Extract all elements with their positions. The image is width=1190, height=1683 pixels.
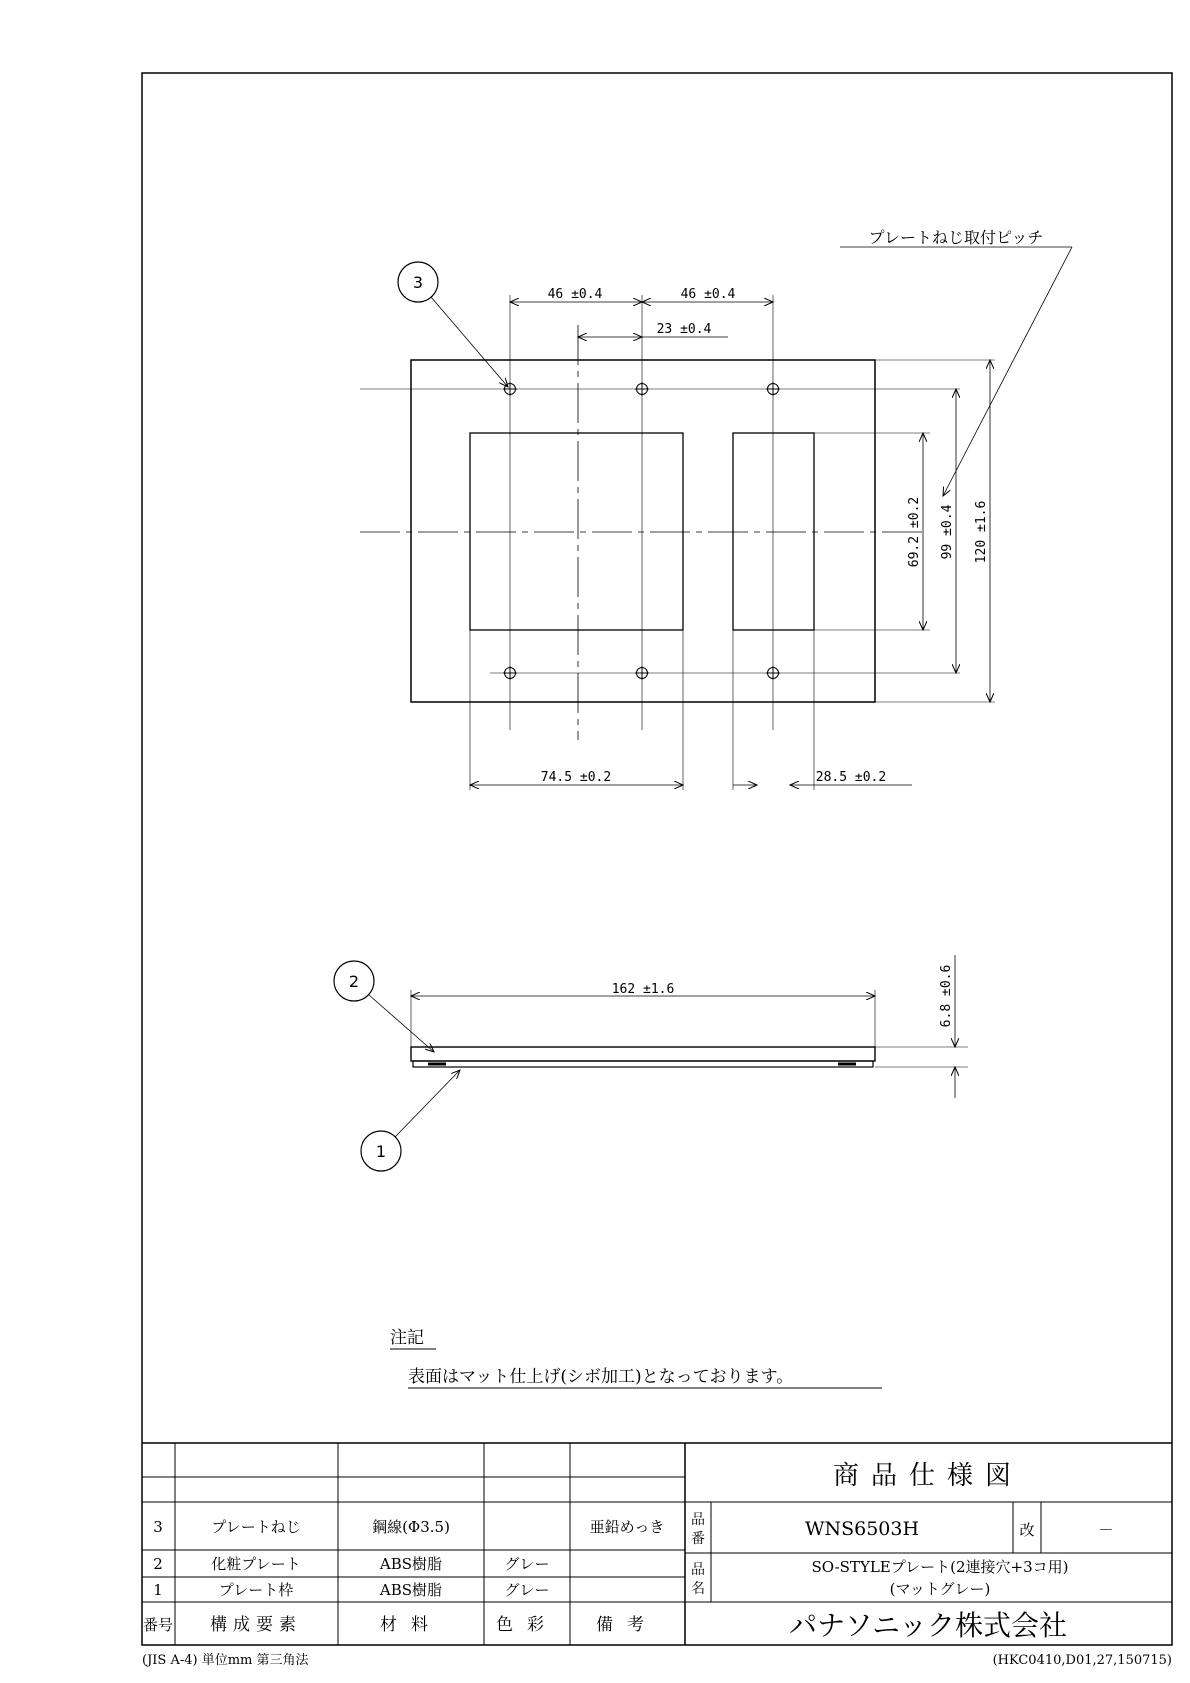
header-material: 材料 (380, 1615, 442, 1635)
header-no: 番号 (142, 1616, 174, 1634)
dim-69: 69.2 ±0.2 (907, 496, 922, 568)
screw-icon (503, 666, 517, 680)
header-remarks: 備考 (596, 1615, 658, 1635)
notes-heading: 注記 (390, 1328, 424, 1348)
annotation-pitch: プレートねじ取付ピッチ (868, 228, 1044, 247)
row1-material: ABS樹脂 (379, 1581, 443, 1599)
part-no-label-1: 品 (691, 1512, 705, 1528)
name-label-1: 品 (691, 1562, 705, 1578)
dim-46b: 46 ±0.4 (680, 287, 736, 302)
screw-icon (635, 666, 649, 680)
header-item: 構成要素 (210, 1615, 302, 1635)
title: 商品仕様図 (832, 1461, 1024, 1491)
row1-item: プレート枠 (218, 1581, 294, 1599)
dim-23: 23 ±0.4 (656, 322, 712, 337)
screw-icon (766, 382, 780, 396)
plate-side-frame (413, 1061, 873, 1067)
annotation-leader (943, 247, 1072, 496)
rev-label: 改 (1019, 1521, 1035, 1539)
dim-68: 6.8 ±0.6 (939, 964, 954, 1028)
part-no-label-2: 番 (691, 1531, 705, 1547)
row1-color: グレー (504, 1581, 550, 1599)
callout-leader-3 (431, 297, 508, 387)
name-label-2: 名 (691, 1581, 705, 1597)
row3-item: プレートねじ (211, 1518, 301, 1536)
row3-remarks: 亜鉛めっき (589, 1518, 665, 1536)
plate-outline (411, 360, 875, 702)
screw-icon (635, 382, 649, 396)
dim-120: 120 ±1.6 (974, 500, 989, 564)
footer-left: (JIS A-4) 単位mm 第三角法 (142, 1653, 309, 1668)
notes-text: 表面はマット仕上げ(シボ加工)となっております。 (408, 1367, 794, 1387)
callout-1: 1 (375, 1142, 387, 1161)
screw-icon (766, 666, 780, 680)
callout-3: 3 (412, 273, 424, 292)
plate-side-top (411, 1047, 875, 1061)
header-color: 色彩 (496, 1615, 558, 1635)
product-name-line2: (マットグレー) (889, 1580, 991, 1598)
row2-material: ABS樹脂 (379, 1555, 443, 1573)
product-name-line1: SO-STYLEプレート(2連接穴+3コ用) (811, 1558, 1069, 1576)
front-view (360, 247, 1072, 790)
dim-46a: 46 ±0.4 (547, 287, 603, 302)
row3-material: 鋼線(Φ3.5) (372, 1518, 450, 1536)
row2-no: 2 (153, 1555, 163, 1573)
sheet-border (142, 73, 1172, 1645)
opening-left (470, 433, 683, 630)
screws (503, 382, 780, 680)
row2-color: グレー (504, 1555, 550, 1573)
callout-2: 2 (348, 972, 360, 991)
dim-745: 74.5 ±0.2 (540, 770, 612, 785)
footer-right: (HKC0410,D01,27,150715) (992, 1653, 1172, 1668)
row2-item: 化粧プレート (211, 1555, 301, 1573)
row3-no: 3 (153, 1518, 163, 1536)
part-number: WNS6503H (804, 1518, 920, 1540)
dim-285: 28.5 ±0.2 (815, 770, 887, 785)
callout-leader-2 (369, 995, 434, 1052)
rev-value: － (1098, 1521, 1114, 1539)
dim-99: 99 ±0.4 (940, 504, 955, 560)
row1-no: 1 (153, 1581, 163, 1599)
dim-162: 162 ±1.6 (611, 982, 675, 997)
company-name: パナソニック株式会社 (788, 1609, 1068, 1642)
callout-leader-1 (395, 1070, 460, 1137)
opening-right (733, 433, 814, 630)
